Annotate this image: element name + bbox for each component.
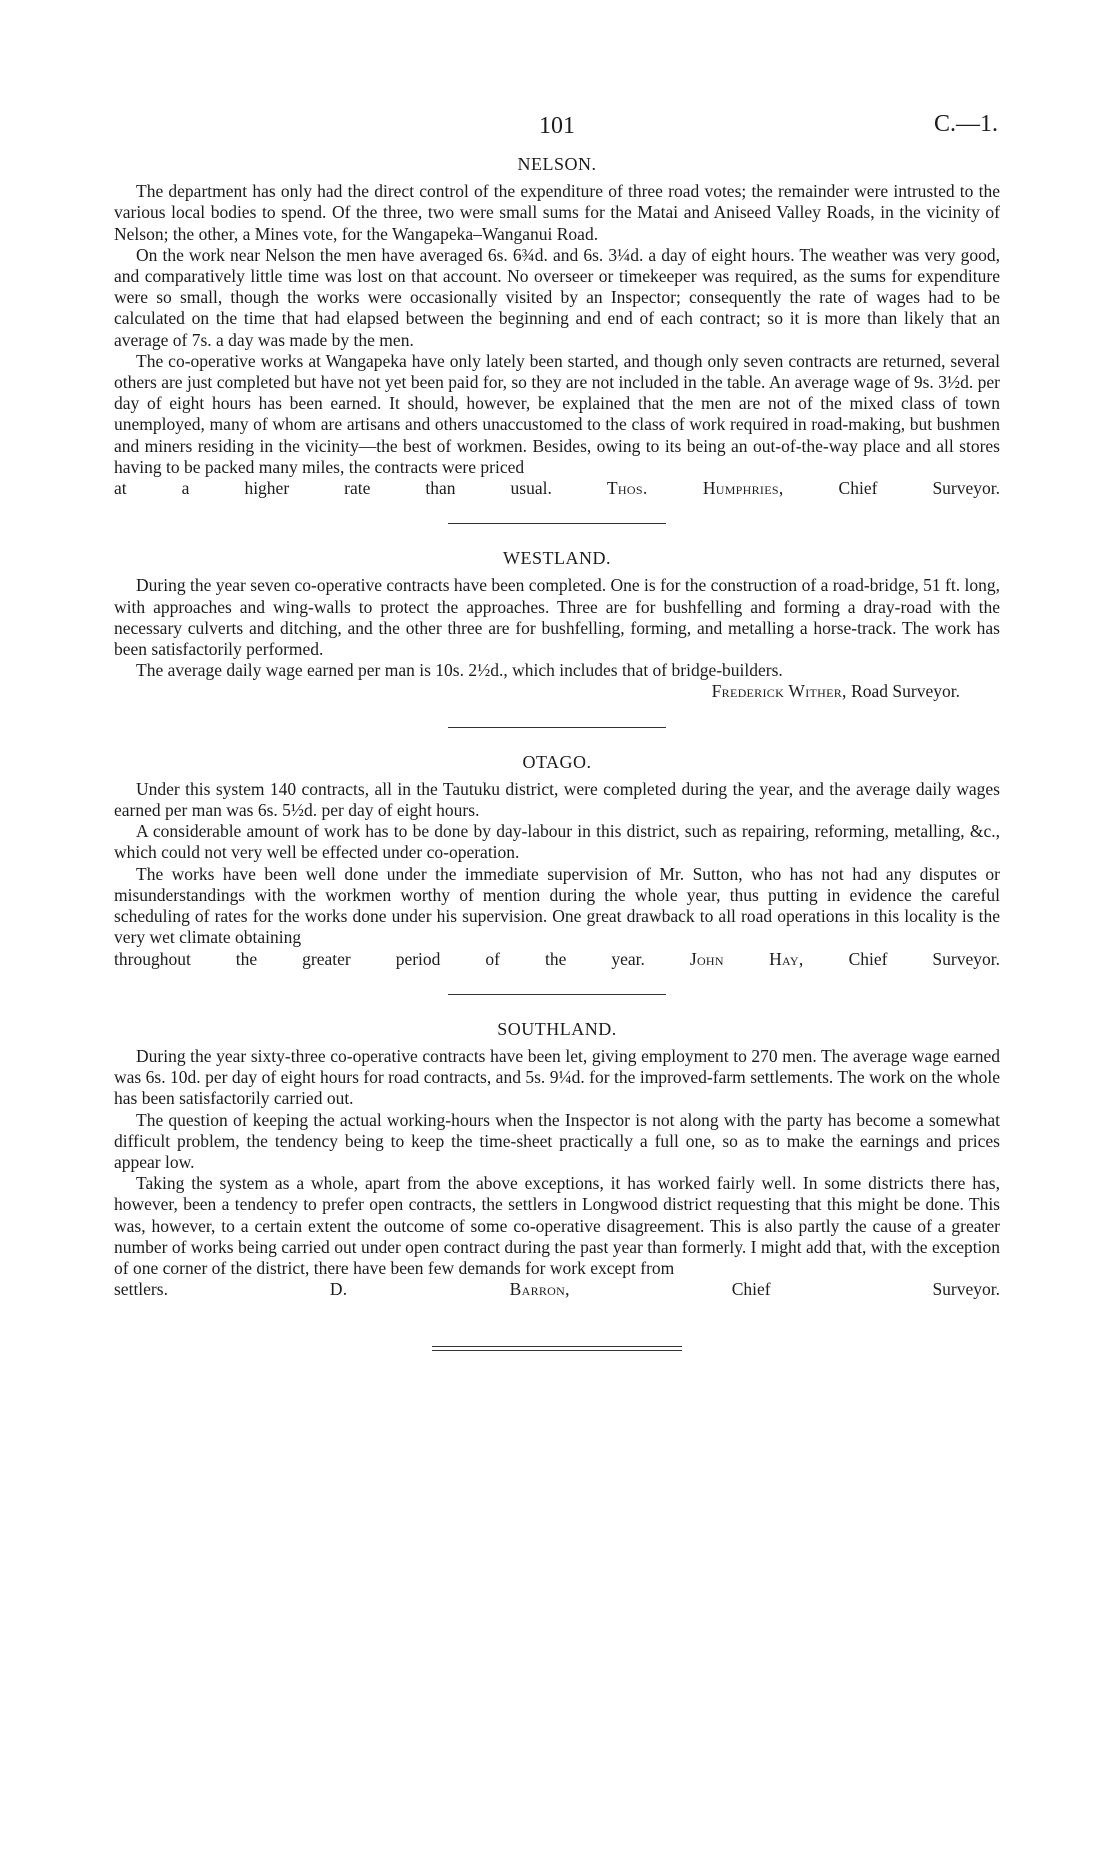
- southland-paragraph-3: Taking the system as a whole, apart from the above exceptions, it has worked fairly well. In some districts there has, however, been a tendency to prefer open contracts, the settlers in Longwood district requesting that this might be done. This was, however, to a certain extent the outcome of some co-operative disagreement. This is also partly the cause of a greater number of works being carried out under open contract during the past year than formerly. I might add that, with the exception of one corner of the district, there have been few demands for work except from: [114, 1173, 1000, 1278]
- westland-paragraph-2: The average daily wage earned per man is 10s. 2½d., which includes that of bridge-builders.: [136, 660, 783, 681]
- westland-signature-title: Road Surveyor.: [851, 681, 960, 702]
- section-divider: [448, 994, 666, 995]
- document-reference: C.—1.: [933, 111, 998, 137]
- section-title-westland: WESTLAND.: [503, 548, 611, 569]
- westland-signature-block: [114, 681, 1000, 702]
- section-title-southland: SOUTHLAND.: [497, 1018, 617, 1039]
- section-southland: [114, 1019, 1000, 1301]
- nelson-signature: Thos. Humphries,: [606, 478, 784, 499]
- section-title-nelson: NELSON.: [517, 154, 597, 174]
- document-page: [114, 112, 1000, 1354]
- southland-closing-line: [114, 1279, 1000, 1300]
- nelson-signature-title: Chief Surveyor.: [838, 478, 1001, 499]
- otago-signature-title: Chief Surveyor.: [848, 948, 1000, 969]
- otago-paragraph-3-end: throughout the greater period of the year.: [114, 948, 645, 969]
- section-title-otago: OTAGO.: [522, 751, 592, 772]
- section-nelson: [114, 154, 1000, 499]
- southland-paragraph-1: During the year sixty-three co-operative contracts have been let, giving employment to 270 men. The average wage earned was 6s. 10d. per day of eight hours for road contracts, and 5s. 9¼d. for the improved-farm settlements. The work on the whole has been satisfactorily carried out.: [114, 1045, 1000, 1109]
- section-westland: [114, 548, 1000, 702]
- section-divider: [448, 523, 666, 524]
- westland-paragraph-1: During the year seven co-operative contracts have been completed. One is for the construction of a road-bridge, 51 ft. long, with approaches and wing-walls to protect the approaches. Three are for bushfelling and forming a dray-road with the necessary culverts and ditching, and the other three are for bushfelling, forming, and metalling a horse-track. The work has been satisfactorily performed.: [114, 575, 1000, 660]
- end-rule-line: [432, 1346, 682, 1347]
- section-otago: [114, 752, 1000, 970]
- nelson-signature-block: [607, 478, 1000, 498]
- otago-paragraph-2: A considerable amount of work has to be done by day-labour in this district, such as repairing, reforming, metalling, &c., which could not very well be effected under co-operation.: [114, 821, 1000, 863]
- nelson-paragraph-1: The department has only had the direct control of the expenditure of three road votes; the remainder were intrusted to the various local bodies to spend. Of the three, two were small sums for the Matai and Aniseed Valley Roads, in the vicinity of Nelson; the other, a Mines vote, for the Wangapeka–Wanganui Road.: [114, 181, 1000, 244]
- section-divider: [448, 727, 666, 728]
- southland-paragraph-3-end: settlers.: [114, 1279, 168, 1300]
- end-rule-line: [432, 1350, 682, 1351]
- southland-signature: D. Barron,: [329, 1279, 570, 1300]
- page-header: [114, 112, 1000, 146]
- otago-paragraph-3: The works have been well done under the immediate supervision of Mr. Sutton, who has not had any disputes or misunderstandings with the workmen worthy of mention during the whole year, thus putting in evidence the careful scheduling of rates for the works done under his supervision. One great drawback to all road operations in this locality is the very wet climate obtaining: [114, 863, 1000, 948]
- nelson-paragraph-3: The co-operative works at Wangapeka have only lately been started, and though only seven contracts are returned, several others are just completed but have not yet been paid for, so they are not included in the table. An average wage of 9s. 3½d. per day of eight hours has been earned. It should, however, be explained that the men are not of the mixed class of town unemployed, many of whom are artisans and others unaccustomed to the class of work required in road-making, but bushmen and miners residing in the vicinity—the best of workmen. Besides, owing to its being an out-of-the-way place and all stores having to be packed many miles, the contracts were priced: [114, 350, 1000, 477]
- otago-paragraph-1: Under this system 140 contracts, all in the Tautuku district, were completed during the year, and the average daily wages earned per man was 6s. 5½d. per day of eight hours.: [114, 778, 1000, 821]
- nelson-closing-line: [114, 478, 1000, 499]
- nelson-paragraph-2: On the work near Nelson the men have averaged 6s. 6¾d. and 6s. 3¼d. a day of eight hours. The weather was very good, and comparatively little time was lost on that account. No overseer or timekeeper was required, as the sums for expenditure were so small, though the works were occasionally visited by an Inspector; consequently the rate of wages had to be calculated on the time that had elapsed between the beginning and end of each contract; so it is more than likely that an average of 7s. a day was made by the men.: [114, 244, 1000, 350]
- westland-signature: Frederick Wither,: [711, 681, 847, 702]
- southland-paragraph-2: The question of keeping the actual working-hours when the Inspector is not along with the party has become a somewhat difficult problem, the tendency being to keep the time-sheet practically a full one, so as to make the earnings and prices appear low.: [114, 1109, 1000, 1172]
- southland-signature-title: Chief Surveyor.: [731, 1279, 1001, 1300]
- page-number: 101: [539, 113, 575, 139]
- end-of-document-rule: [432, 1346, 682, 1351]
- southland-signature-block: [330, 1279, 1000, 1299]
- otago-signature-block: [690, 949, 1000, 969]
- otago-signature: John Hay,: [689, 948, 804, 969]
- nelson-paragraph-3-end: at a higher rate than usual.: [114, 478, 552, 499]
- otago-closing-line: [114, 949, 1000, 970]
